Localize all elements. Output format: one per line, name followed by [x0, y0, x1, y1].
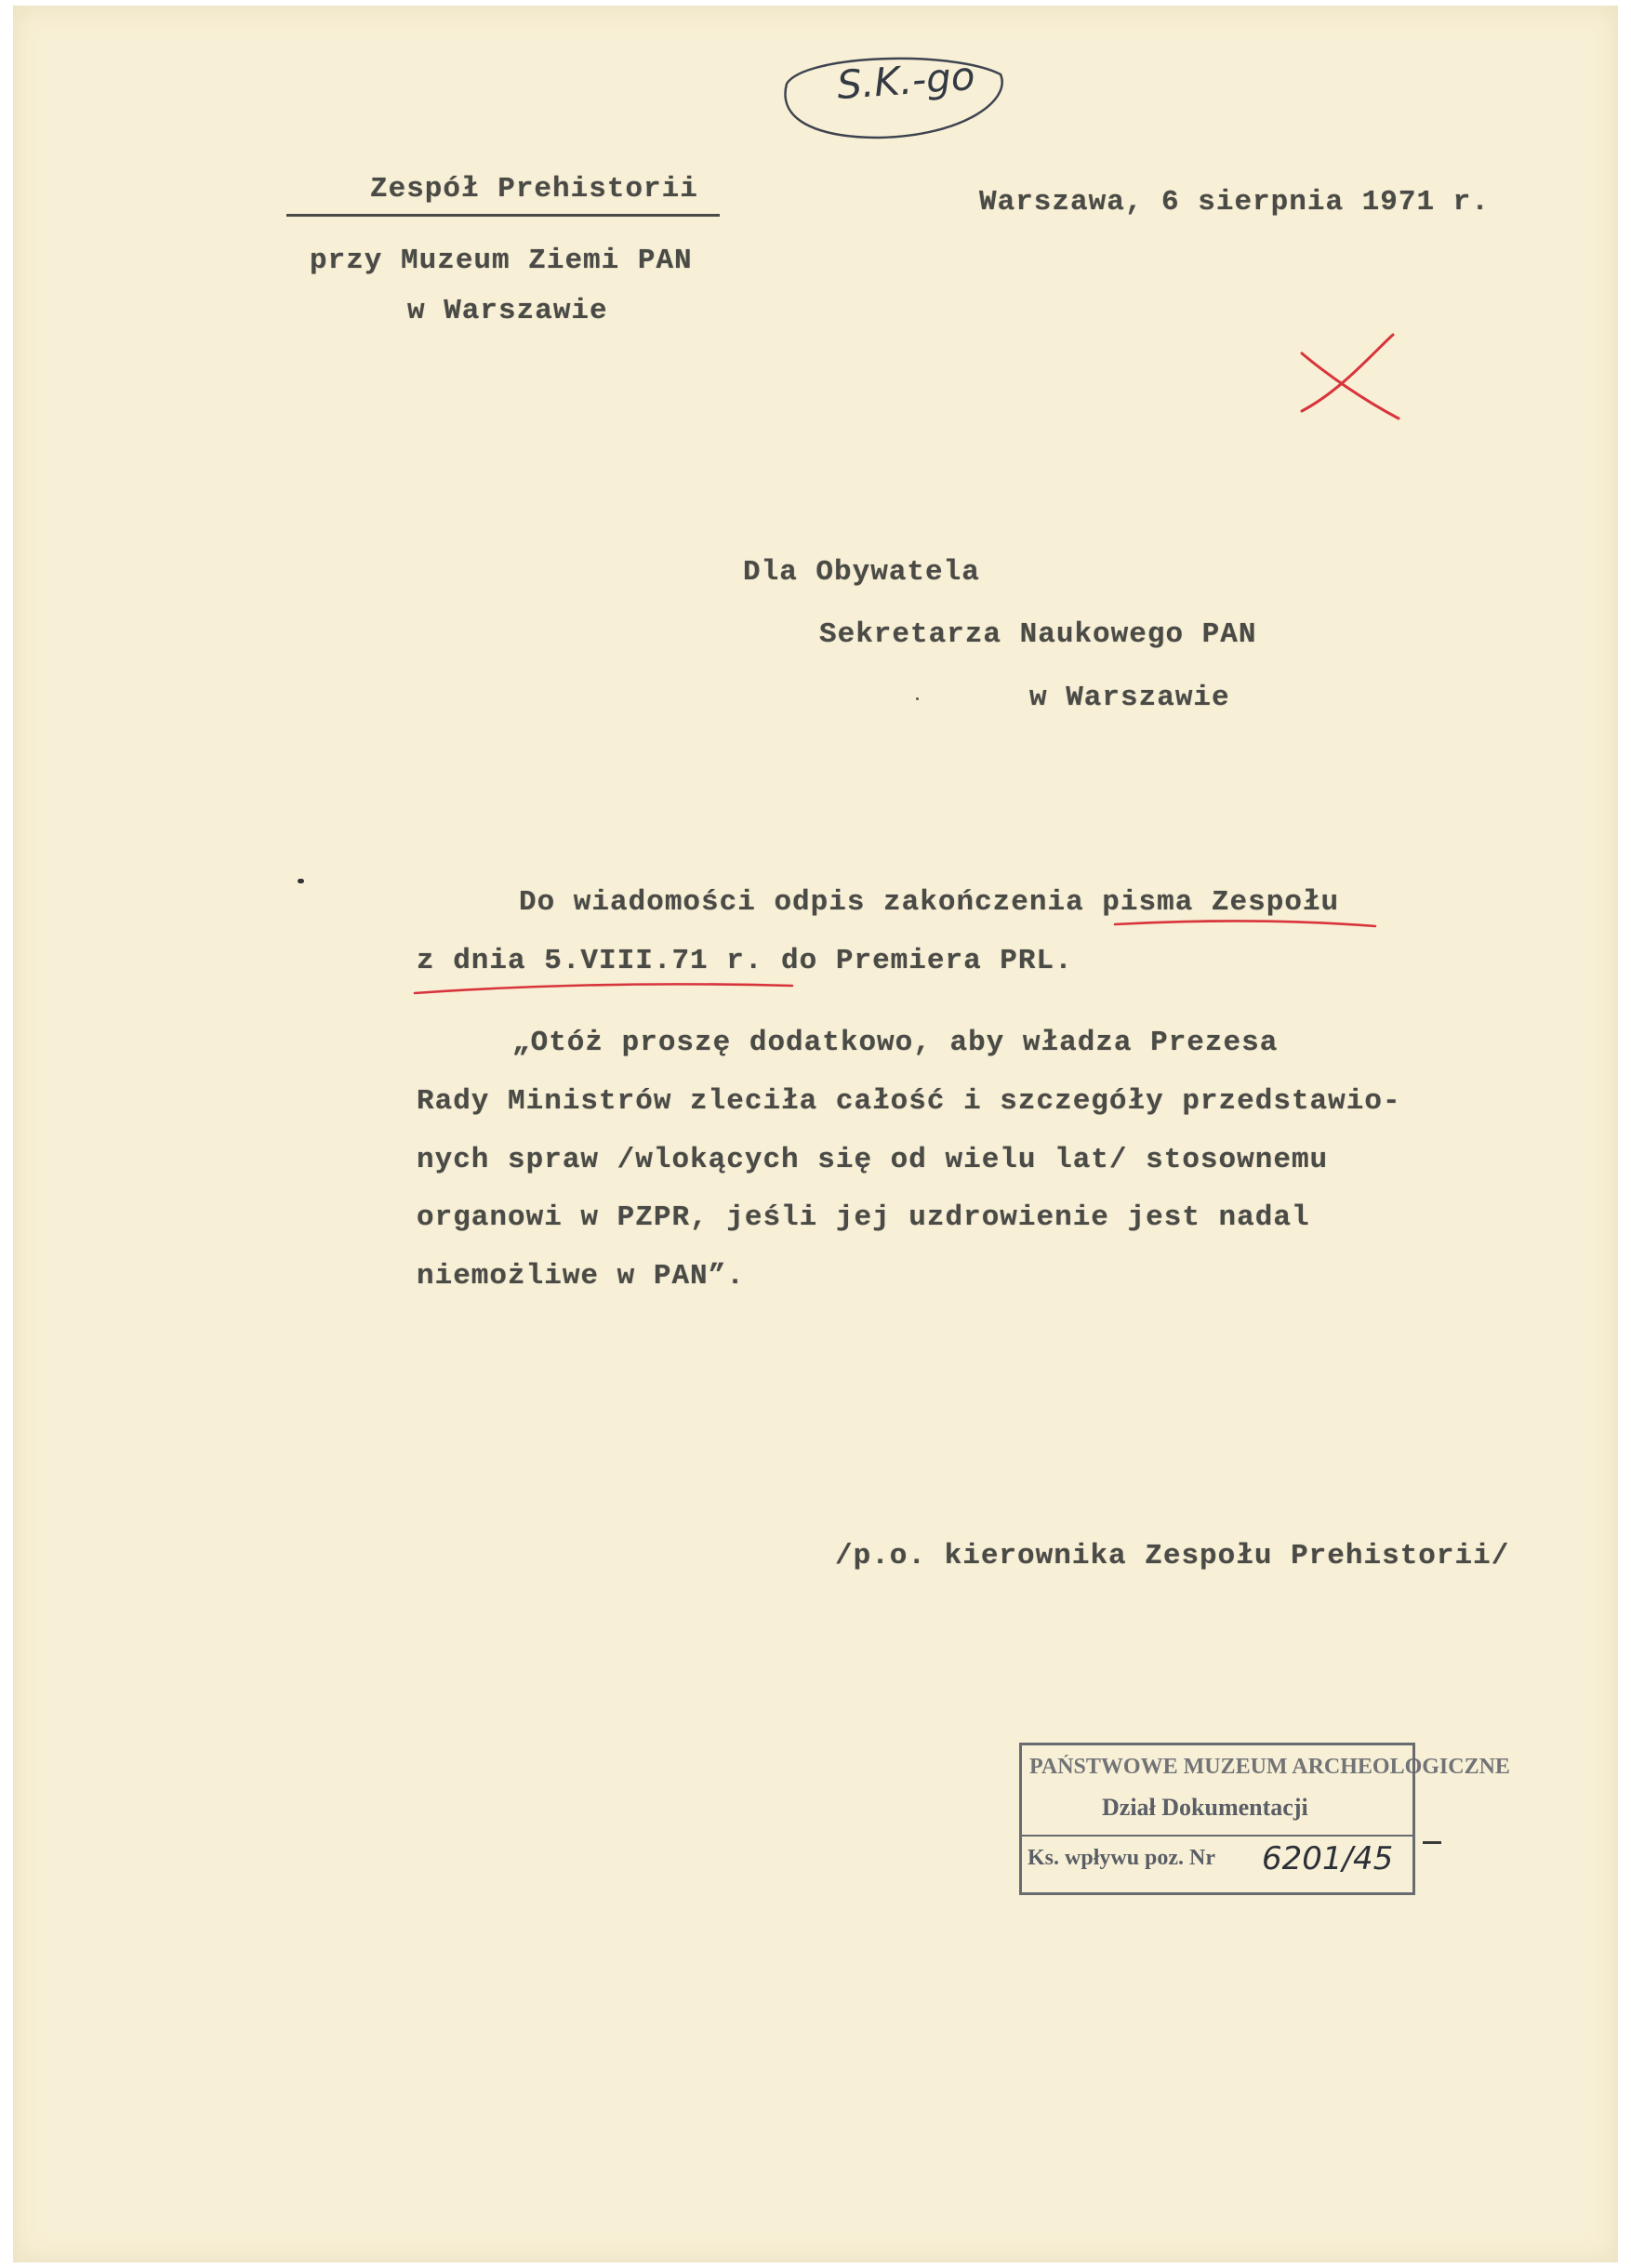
quote-line-4: organowi w PZPR, jeśli jej uzdrowienie jest nadal: [417, 1201, 1310, 1234]
recipient-line2: Sekretarza Naukowego PAN: [819, 618, 1257, 651]
quote-line-2: Rady Ministrów zleciła całość i szczegóły przedstawio-: [417, 1085, 1401, 1118]
sender-line3: w Warszawie: [407, 295, 608, 327]
archive-marking: S.K.-go: [835, 52, 976, 109]
recipient-line3: w Warszawie: [1029, 682, 1230, 714]
stamp-dash: [1423, 1841, 1441, 1844]
ink-speck: [916, 697, 919, 700]
quote-line-5: niemożliwe w PAN”.: [417, 1260, 745, 1293]
quote-line-3: nych spraw /wlokących się od wielu lat/ stosownemu: [417, 1144, 1329, 1176]
signature: /p.o. kierownika Zespołu Prehistorii/: [835, 1540, 1510, 1572]
archive-stamp: [1019, 1743, 1510, 1895]
archive-marking-circle: [768, 46, 1019, 149]
body-intro-line2: z dnia 5.VIII.71 r. do Premiera PRL.: [417, 945, 1073, 977]
red-underline-2: [409, 976, 800, 1002]
sender-line2: przy Muzeum Ziemi PAN: [310, 245, 693, 277]
sender-name: Zespół Prehistorii: [370, 173, 698, 206]
recipient-line1: Dla Obywatela: [743, 556, 980, 589]
body-intro-line1: Do wiadomości odpis zakończenia pisma Zespołu: [519, 886, 1340, 919]
red-cross-mark: [1289, 325, 1410, 428]
stamp-institution: PAŃSTWOWE MUZEUM ARCHEOLOGICZNE: [1029, 1755, 1510, 1779]
stamp-department: Dział Dokumentacji: [1102, 1794, 1308, 1821]
sender-underline: [286, 214, 720, 217]
stamp-register-number: 6201/45: [1262, 1840, 1394, 1877]
ink-speck: [298, 879, 304, 883]
place-date: Warszawa, 6 sierpnia 1971 r.: [979, 186, 1490, 219]
stamp-register-label: Ks. wpływu poz. Nr: [1028, 1846, 1216, 1870]
red-underline-1: [1111, 917, 1381, 935]
stamp-divider: [1022, 1835, 1412, 1837]
quote-line-1: „Otóż proszę dodatkowo, aby władza Prezesa: [512, 1027, 1279, 1059]
